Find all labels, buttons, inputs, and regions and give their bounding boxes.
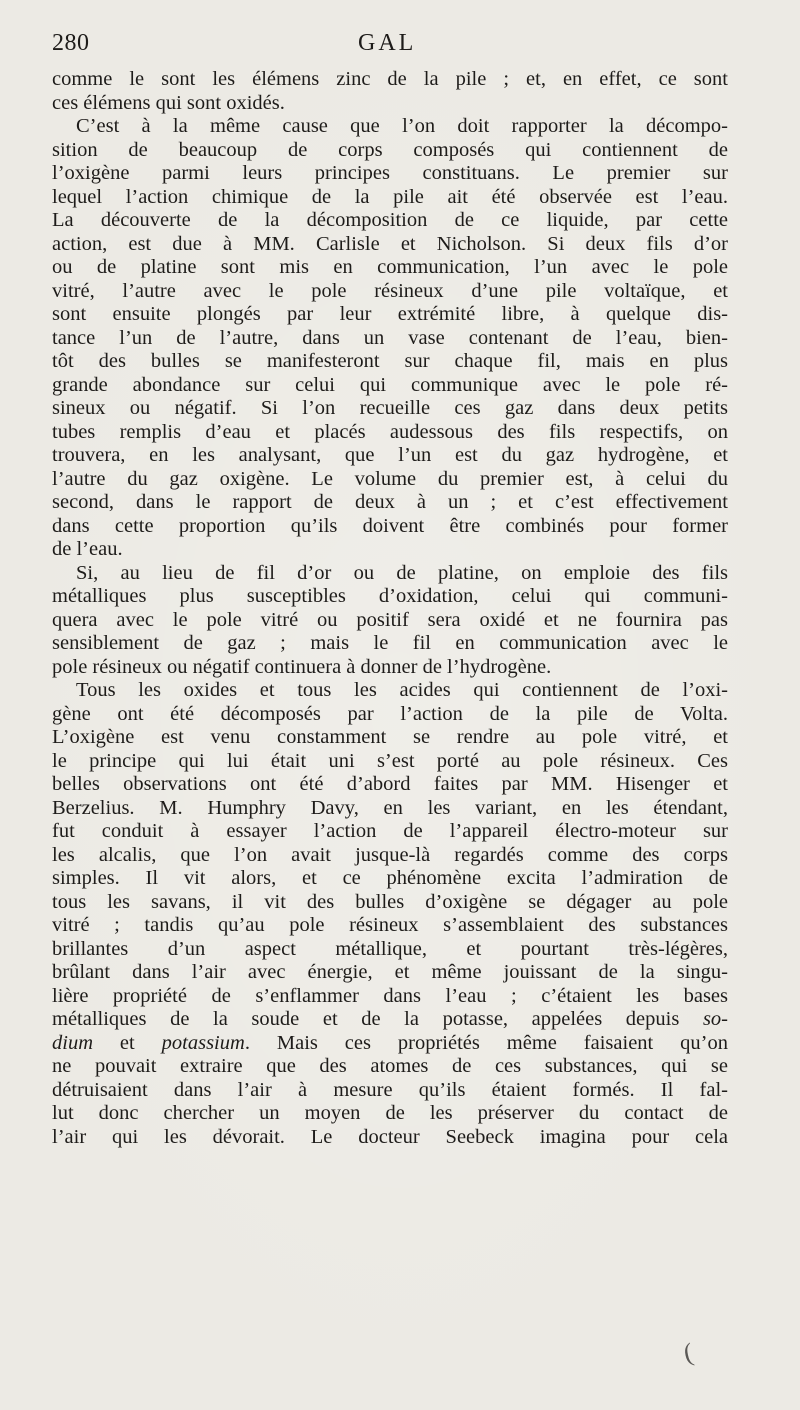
text-line: L’oxigène est venu constamment se rendre au pole vitré, et bbox=[52, 726, 728, 748]
text-line: fut conduit à essayer l’action de l’appareil électro-moteur sur bbox=[52, 820, 728, 842]
text-line: les alcalis, que l’on avait jusque-là regardés comme des corps bbox=[52, 843, 728, 866]
text-line: le principe qui lui était uni s’est porté au pole résineux. Ces bbox=[52, 749, 728, 772]
text-line: simples. Il vit alors, et ce phénomène excita l’admiration de bbox=[52, 867, 728, 889]
text-line: Berzelius. M. Humphry Davy, en les variant, en les étendant, bbox=[52, 796, 728, 819]
text-line: de l’eau. bbox=[52, 538, 123, 560]
text-line: l’autre du gaz oxigène. Le volume du premier est, à celui du bbox=[52, 467, 728, 490]
text-line: second, dans le rapport de deux à un ; et c’est effectivement bbox=[52, 491, 728, 513]
text-line: Si, au lieu de fil d’or ou de platine, on emploie des fils bbox=[76, 561, 728, 584]
text-line: l’oxigène parmi leurs principes constituans. Le premier sur bbox=[52, 162, 728, 184]
text-line: lequel l’action chimique de la pile ait été observée est l’eau. bbox=[52, 185, 728, 208]
text-line: grande abondance sur celui qui communique avec le pole ré- bbox=[52, 373, 728, 396]
running-head: GAL bbox=[358, 30, 417, 56]
text-line: lut donc chercher un moyen de les préserver du contact de bbox=[52, 1102, 728, 1124]
text-line: Tous les oxides et tous les acides qui contiennent de l’oxi- bbox=[76, 679, 728, 701]
text-line: métalliques plus susceptibles d’oxidation, celui qui communi- bbox=[52, 585, 728, 607]
text-line: sensiblement de gaz ; mais le fil en communication avec le bbox=[52, 632, 728, 654]
text-line: action, est due à MM. Carlisle et Nicholson. Si deux fils d’or bbox=[52, 232, 728, 255]
text-line: tance l’un de l’autre, dans un vase contenant de l’eau, bien- bbox=[52, 326, 728, 349]
text-line: comme le sont les élémens zinc de la pile ; et, en effet, ce sont bbox=[52, 68, 728, 90]
text-line: sineux ou négatif. Si l’on recueille ces gaz dans deux petits bbox=[52, 397, 728, 419]
text-line: ou de platine sont mis en communication, l’un avec le pole bbox=[52, 256, 728, 278]
text-line: La découverte de la décomposition de ce liquide, par cette bbox=[52, 209, 728, 231]
text-line: brillantes d’un aspect métallique, et pourtant très-légères, bbox=[52, 937, 728, 960]
page-number: 280 bbox=[52, 30, 90, 56]
text-line: gène ont été décomposés par l’action de la pile de Volta. bbox=[52, 702, 728, 725]
text-line: ne pouvait extraire que des atomes de ces substances, qui se bbox=[52, 1055, 728, 1077]
text-line: trouvera, en les analysant, que l’un est du gaz hydrogène, et bbox=[52, 444, 728, 466]
text-line: ces élémens qui sont oxidés. bbox=[52, 91, 285, 114]
text-line: vitré, l’autre avec le pole résineux d’une pile voltaïque, et bbox=[52, 279, 728, 302]
text-line: vitré ; tandis qu’au pole résineux s’assemblaient des substances bbox=[52, 914, 728, 936]
text-line: C’est à la même cause que l’on doit rapporter la décompo- bbox=[76, 115, 728, 137]
text-line: dans cette proportion qu’ils doivent être combinés pour former bbox=[52, 514, 728, 537]
margin-pencil-mark: ( bbox=[680, 1337, 696, 1368]
italic-word: so- bbox=[702, 1008, 728, 1030]
text-fragment: et bbox=[93, 1031, 162, 1054]
text-line: lière propriété de s’enflammer dans l’eau ; c’étaient les bases bbox=[52, 984, 728, 1007]
text-line: l’air qui les dévorait. Le docteur Seebeck imagina pour cela bbox=[52, 1125, 728, 1148]
text-line: tôt des bulles se manifesteront sur chaque fil, mais en plus bbox=[52, 350, 728, 372]
text-line: pole résineux ou négatif continuera à donner de l’hydrogène. bbox=[52, 655, 552, 678]
text-fragment: métalliques de la soude et de la potasse, appelées depuis bbox=[52, 1008, 703, 1030]
text-line: tubes remplis d’eau et placés audessous des fils respectifs, on bbox=[52, 420, 728, 443]
text-line: tous les savans, il vit des bulles d’oxigène se dégager au pole bbox=[52, 890, 728, 913]
text-line: sition de beaucoup de corps composés qui contiennent de bbox=[52, 138, 728, 161]
text-line: sont ensuite plongés par leur extrémité libre, à quelque dis- bbox=[52, 303, 728, 325]
italic-word: dium bbox=[52, 1031, 93, 1054]
text-line-italic-end bbox=[52, 1008, 728, 1032]
italic-word: potassium bbox=[161, 1031, 245, 1054]
text-line: détruisaient dans l’air à mesure qu’ils étaient formés. Il fal- bbox=[52, 1078, 728, 1101]
text-line: belles observations ont été d’abord faites par MM. Hisenger et bbox=[52, 773, 728, 795]
text-fragment: . Mais ces propriétés même faisaient qu’on bbox=[244, 1031, 728, 1054]
text-line: brûlant dans l’air avec énergie, et même jouissant de la singu- bbox=[52, 961, 728, 983]
text-line: quera avec le pole vitré ou positif sera oxidé et ne fournira pas bbox=[52, 608, 728, 631]
body-text bbox=[52, 68, 728, 1149]
text-line-italic-start bbox=[52, 1032, 728, 1056]
page-header bbox=[52, 28, 752, 62]
